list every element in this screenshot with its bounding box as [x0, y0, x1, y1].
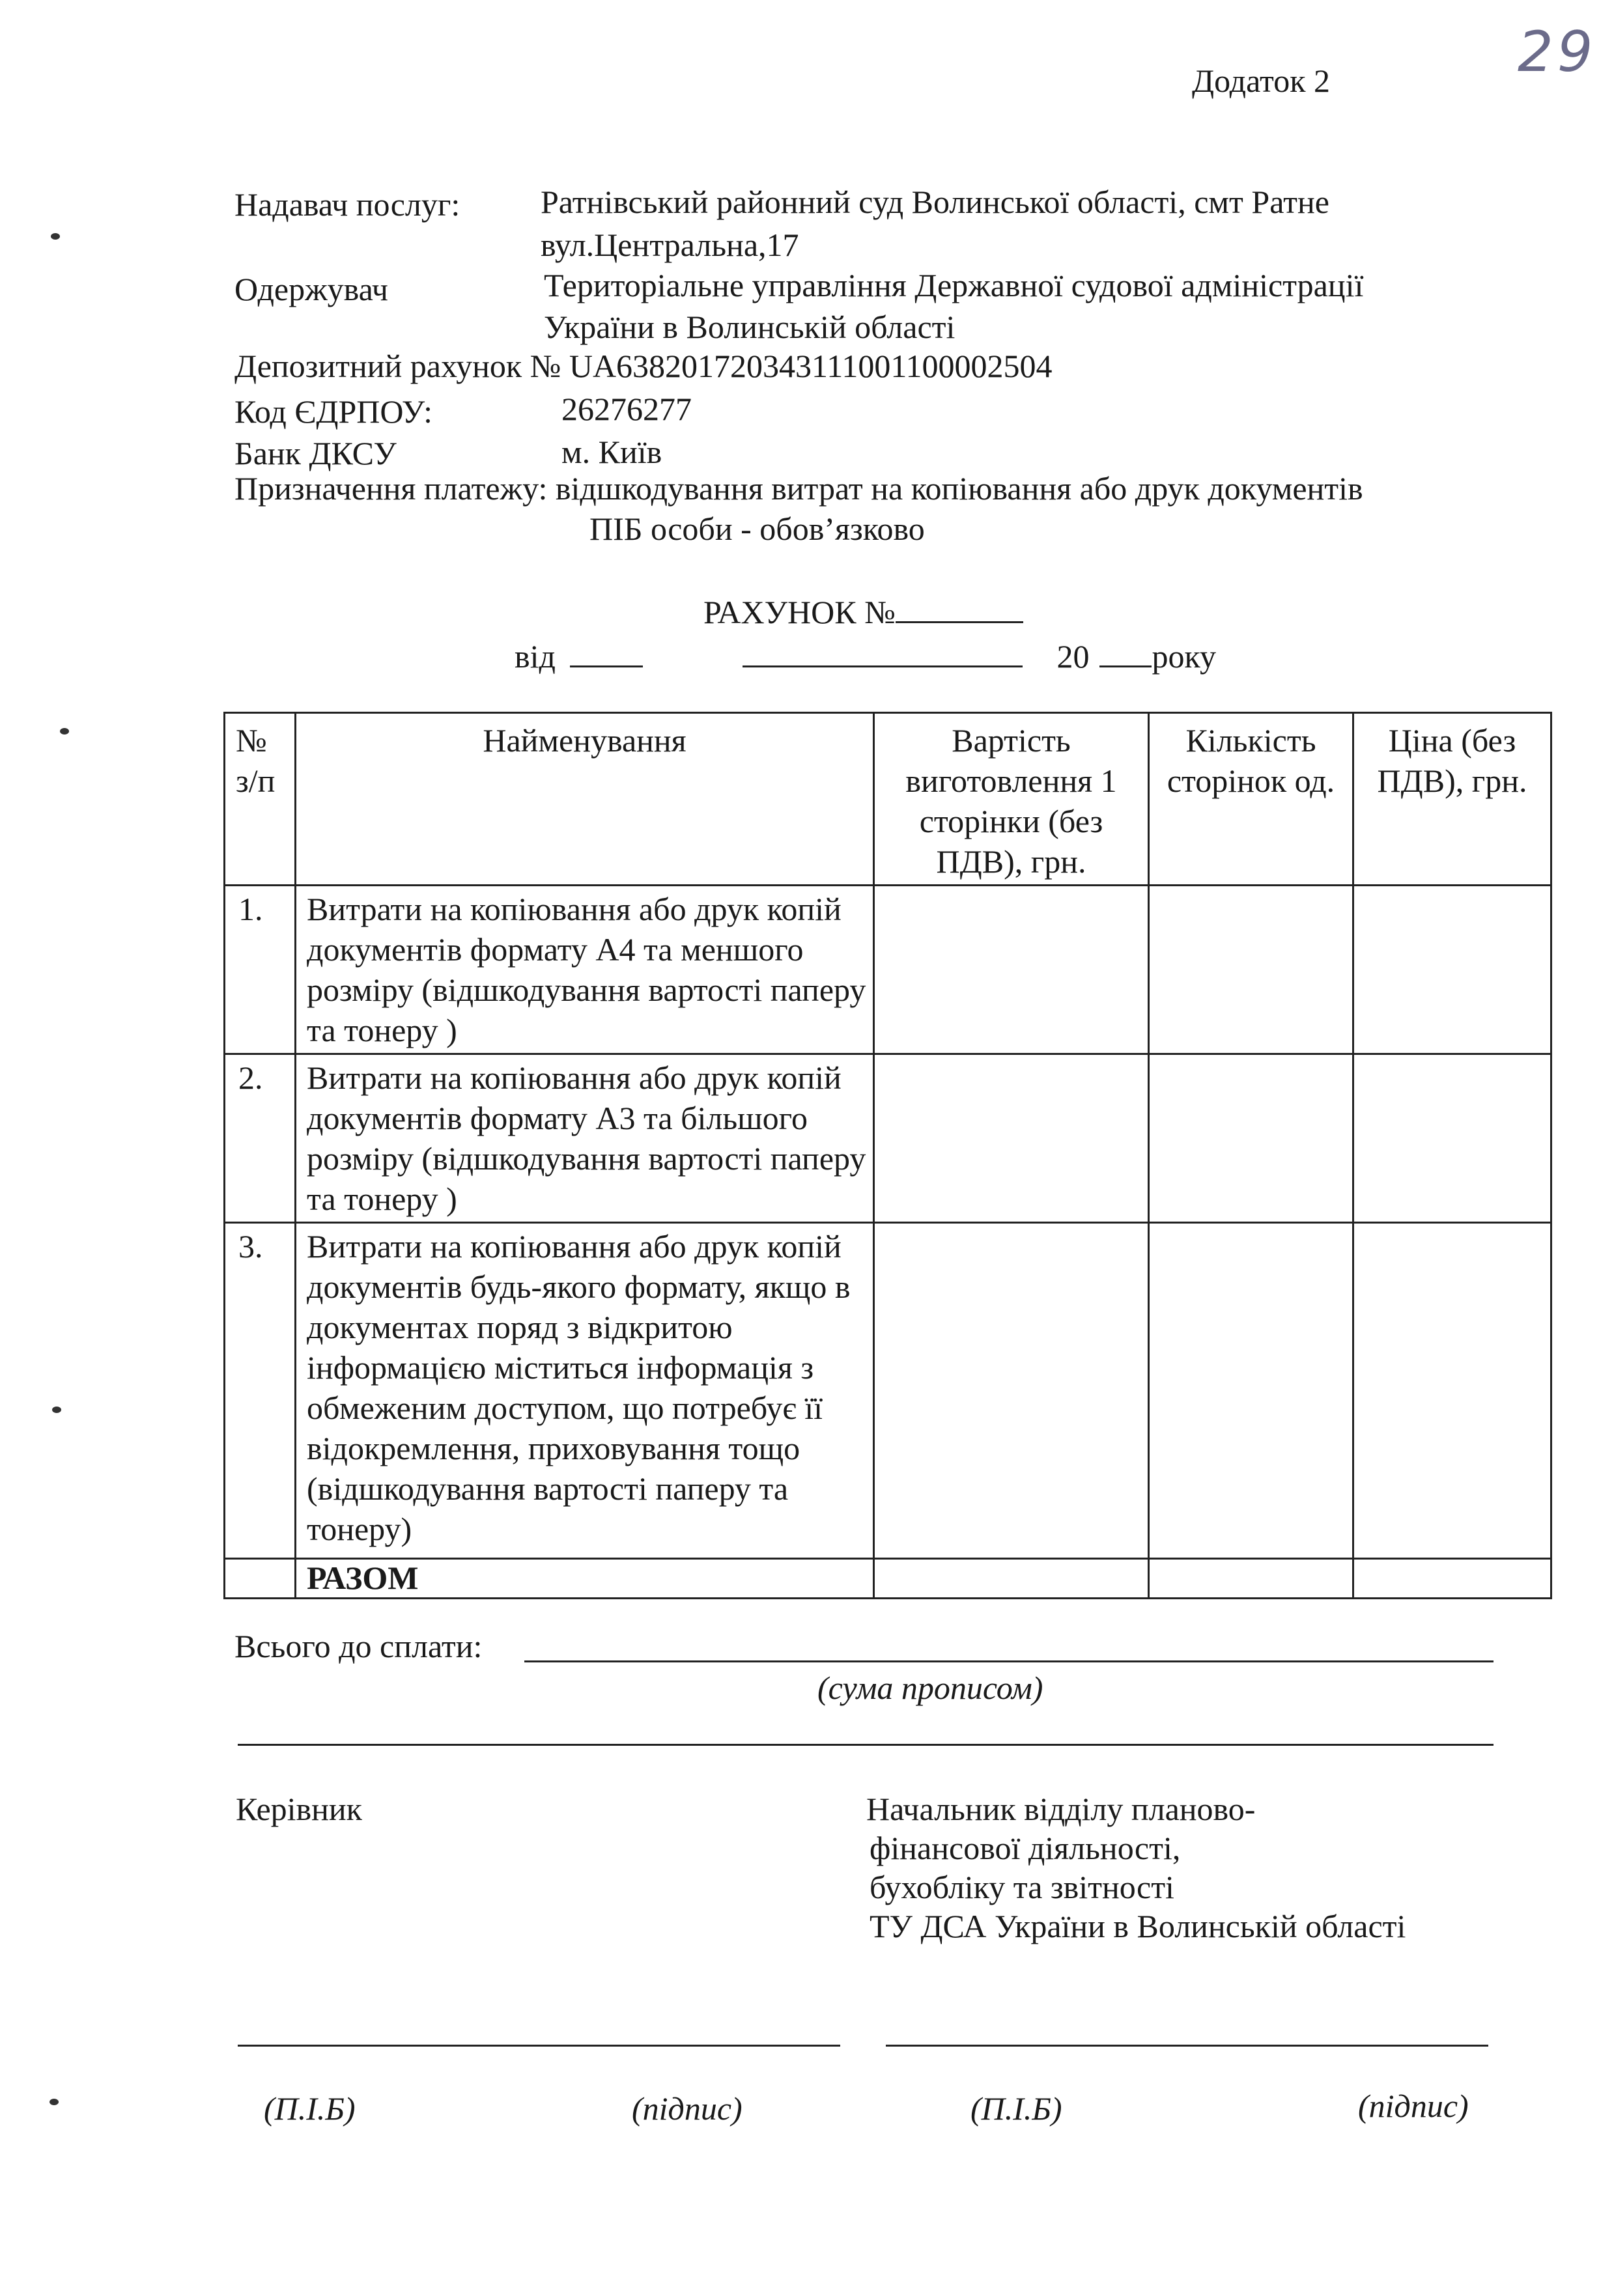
punch-mark [51, 233, 60, 240]
row-unit-cost-cell [874, 886, 1149, 1054]
chief-line3: бухобліку та звітності [870, 1869, 1174, 1905]
header-name: Найменування [296, 713, 874, 886]
total-unit-cost-cell [874, 1559, 1149, 1599]
head-label: Керівник [236, 1791, 362, 1827]
total-label: РАЗОМ [296, 1559, 874, 1599]
edrpou-value: 26276277 [561, 391, 692, 427]
recipient-label: Одержувач [234, 271, 388, 307]
appendix-label: Додаток 2 [1192, 63, 1330, 99]
punch-mark [60, 728, 69, 735]
year-blank [1099, 633, 1152, 667]
recipient-line1: Територіальне управління Державної судової адміністрації [544, 267, 1364, 303]
total-pages-cell [1149, 1559, 1353, 1599]
purpose-note: ПІБ особи - обов’язково [589, 511, 925, 547]
day-blank [570, 633, 643, 667]
pib-left: (П.І.Б) [264, 2090, 356, 2127]
recipient-line2: України в Волинській області [544, 309, 956, 345]
table-row [225, 1054, 1551, 1223]
header-unit-cost: Вартість виготовлення 1 сторінки (без ПДВ), грн. [874, 713, 1149, 886]
header-pages: Кількість сторінок од. [1149, 713, 1353, 886]
row-unit-cost-cell [874, 1223, 1149, 1559]
row-name: Витрати на копіювання або друк копій документів формату А3 та більшого розміру (відшкодування вартості паперу та тонеру ) [296, 1054, 874, 1223]
month-blank [743, 633, 1023, 667]
row-price-cell [1353, 1223, 1551, 1559]
row-number: 3. [225, 1223, 296, 1559]
amount-in-words-blank [238, 1744, 1494, 1746]
chief-line2: фінансової діяльності, [870, 1830, 1181, 1866]
purpose-line: Призначення платежу: відшкодування витрат на копіювання або друк документів [234, 470, 1363, 507]
chief-line1: Начальник відділу планово- [866, 1791, 1256, 1827]
total-price-cell [1353, 1559, 1551, 1599]
year-suffix: року [1152, 638, 1217, 675]
header-num: № з/п [225, 713, 296, 886]
row-price-cell [1353, 1054, 1551, 1223]
punch-mark [50, 2099, 59, 2105]
row-pages-cell [1149, 886, 1353, 1054]
bank-label: Банк ДКСУ [234, 435, 397, 471]
page-number-handwritten: 29 [1518, 20, 1597, 85]
pib-right: (П.І.Б) [970, 2090, 1062, 2127]
total-to-pay-blank [524, 1660, 1494, 1662]
table-row [225, 886, 1551, 1054]
bank-value: м. Київ [561, 434, 662, 470]
total-to-pay-label: Всього до сплати: [234, 1628, 483, 1664]
punch-mark [52, 1407, 61, 1413]
row-name: Витрати на копіювання або друк копій документів будь-якого формату, якщо в документах поряд з відкритою інформацією міститься інформація з обмеженим доступом, що потребує її відокремлення, приховування тощо (відшкодування вартості паперу та тонеру) [296, 1223, 874, 1559]
chief-line4: ТУ ДСА України в Волинській області [870, 1908, 1406, 1944]
sign-left: (підпис) [632, 2090, 743, 2127]
edrpou-label: Код ЄДРПОУ: [234, 393, 433, 430]
row-price-cell [1353, 886, 1551, 1054]
row-pages-cell [1149, 1054, 1353, 1223]
row-unit-cost-cell [874, 1054, 1149, 1223]
sign-right: (підпис) [1358, 2088, 1469, 2124]
total-num-cell [225, 1559, 296, 1599]
head-signature-line [238, 2045, 840, 2047]
provider-label: Надавач послуг: [234, 186, 460, 223]
provider-line1: Ратнівський районний суд Волинської області, смт Ратне [541, 184, 1329, 220]
year-prefix: 20 [1056, 638, 1090, 675]
provider-line2: вул.Центральна,17 [541, 227, 799, 263]
account-line: Депозитний рахунок № UA638201720343111001100002504 [234, 348, 1053, 384]
row-number: 1. [225, 886, 296, 1054]
amount-in-words-hint: (сума прописом) [817, 1670, 1043, 1706]
invoice-number-blank [896, 589, 1023, 623]
invoice-table [223, 712, 1552, 1599]
invoice-title [703, 589, 1023, 633]
date-from-label: від [515, 638, 556, 675]
row-pages-cell [1149, 1223, 1353, 1559]
table-header-row [225, 713, 1551, 886]
invoice-title-text: РАХУНОК № [703, 594, 896, 630]
table-total-row [225, 1559, 1551, 1599]
header-price: Ціна (без ПДВ), грн. [1353, 713, 1551, 886]
chief-signature-line [886, 2045, 1488, 2047]
table-row [225, 1223, 1551, 1559]
invoice-date-line [515, 633, 1216, 677]
row-number: 2. [225, 1054, 296, 1223]
row-name: Витрати на копіювання або друк копій документів формату А4 та меншого розміру (відшкодування вартості паперу та тонеру ) [296, 886, 874, 1054]
